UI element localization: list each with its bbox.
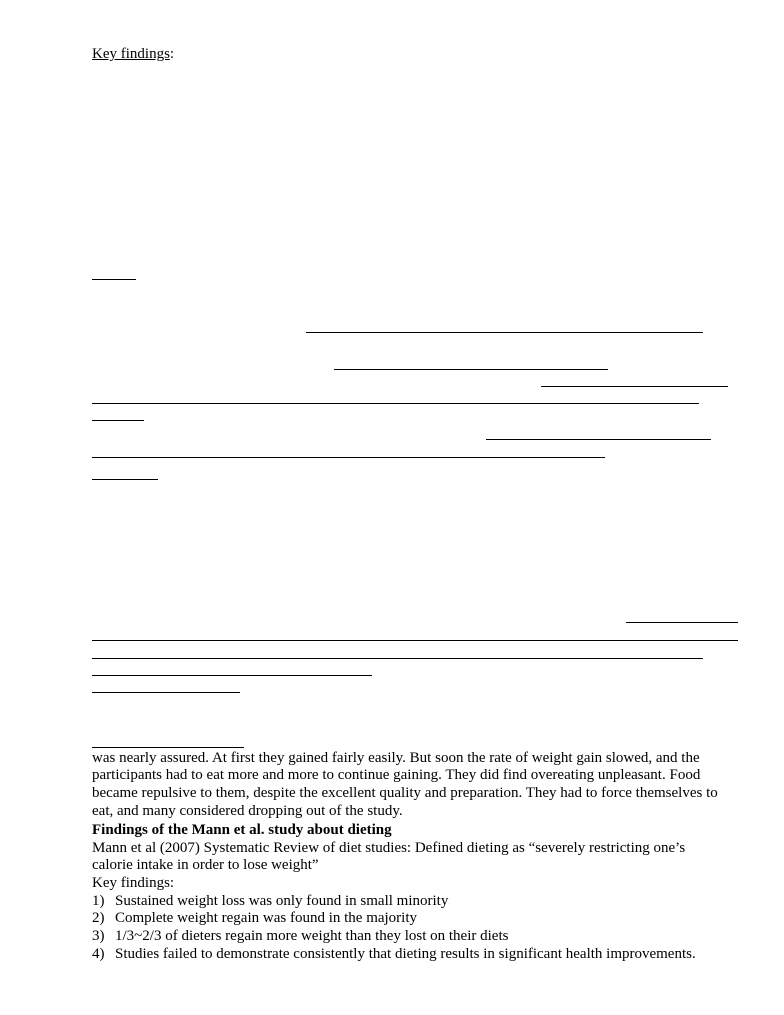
list-item xyxy=(92,928,508,946)
key-findings-heading xyxy=(92,46,174,64)
list-item-number: 3) xyxy=(92,928,105,944)
blank-line xyxy=(92,403,699,404)
list-item-text: Studies failed to demonstrate consistently that dieting results in significant health improvements. xyxy=(115,946,696,962)
list-item-text: Complete weight regain was found in the majority xyxy=(115,910,418,926)
blank-line xyxy=(92,420,144,421)
blank-line xyxy=(541,386,728,387)
key-findings-label: Key findings xyxy=(92,46,170,62)
list-item-number: 4) xyxy=(92,946,105,962)
blank-line xyxy=(92,479,158,480)
mann-study-heading: Findings of the Mann et al. study about dieting xyxy=(92,822,392,838)
list-item-text: 1/3~2/3 of dieters regain more weight than they lost on their diets xyxy=(115,928,509,944)
list-item xyxy=(92,910,417,928)
mann-intro-line: Mann et al (2007) Systematic Review of diet studies: Defined dieting as “severely restricting one’s xyxy=(92,840,686,856)
list-item-text: Sustained weight loss was only found in small minority xyxy=(115,893,449,909)
blank-line xyxy=(334,369,608,370)
footnote-separator xyxy=(92,747,244,748)
paragraph-line: was nearly assured. At first they gained fairly easily. But soon the rate of weight gain slowed, and the xyxy=(92,750,700,766)
list-item xyxy=(92,893,448,911)
blank-line xyxy=(92,279,136,280)
list-item-number: 1) xyxy=(92,893,105,909)
list-item xyxy=(92,946,696,964)
mann-intro-line: calorie intake in order to lose weight” xyxy=(92,857,319,873)
blank-line xyxy=(92,658,703,659)
blank-line xyxy=(486,439,711,440)
blank-line xyxy=(306,332,703,333)
paragraph-line: became repulsive to them, despite the excellent quality and preparation. They had to force themselves to xyxy=(92,785,718,801)
list-item-number: 2) xyxy=(92,910,105,926)
paragraph-line: eat, and many considered dropping out of the study. xyxy=(92,803,403,819)
mann-key-findings-label: Key findings: xyxy=(92,875,175,891)
key-findings-colon: : xyxy=(169,46,175,62)
blank-line xyxy=(92,457,605,458)
blank-line xyxy=(92,640,738,641)
blank-line xyxy=(92,692,240,693)
blank-line xyxy=(626,622,738,623)
blank-line xyxy=(92,675,372,676)
paragraph-line: participants had to eat more and more to continue gaining. They did find overeating unpleasant. Food xyxy=(92,767,701,783)
